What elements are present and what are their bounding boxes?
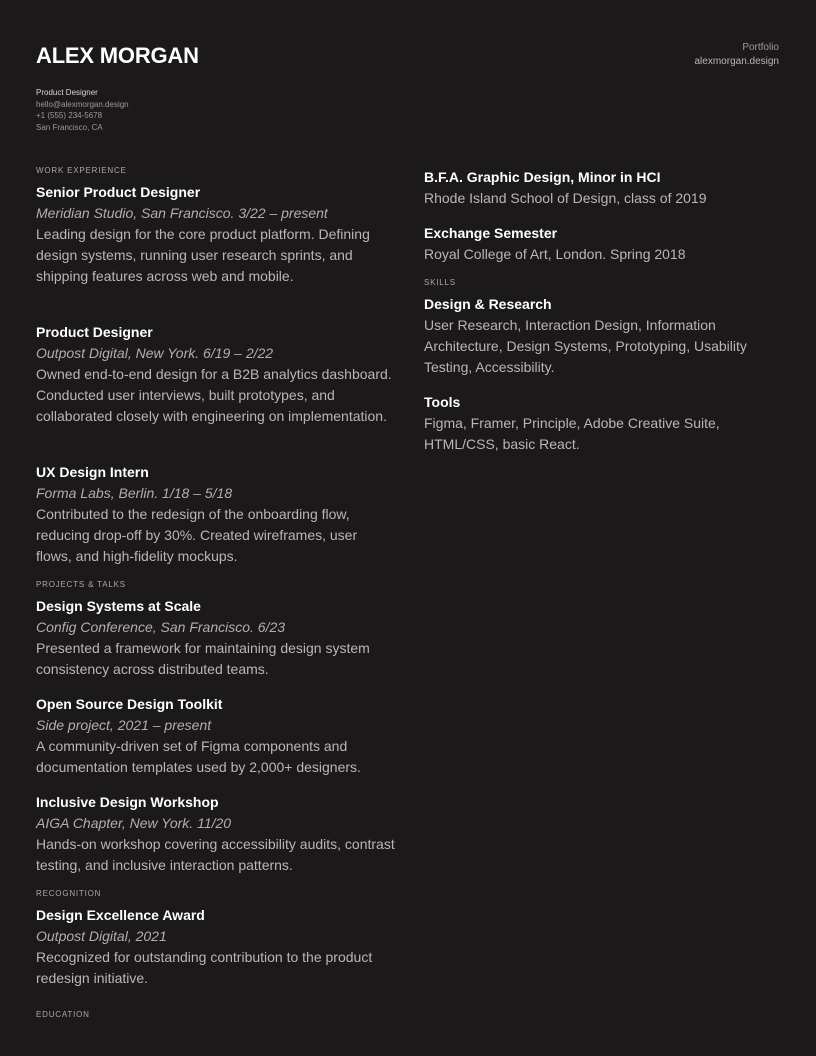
email-link[interactable]: hello@alexmorgan.design [36,99,129,109]
portfolio-block [695,41,780,69]
entry-detail: Royal College of Art, London. Spring 2018 [424,246,686,262]
entry-meta: Config Conference, San Francisco. 6/23 [36,619,286,635]
entry-description: Presented a framework for maintaining design system consistency across distributed teams. [36,640,370,677]
entry-description: A community-driven set of Figma components and documentation templates used by 2,000+ designers. [36,738,361,775]
candidate-name: ALEX MORGAN [36,43,199,68]
entry-meta: Outpost Digital, 2021 [36,928,167,944]
entry-description: Recognized for outstanding contribution to the product redesign initiative. [36,949,373,986]
education-entry [424,223,784,265]
entry-title: Inclusive Design Workshop [36,794,219,810]
entry-title: Open Source Design Toolkit [36,696,223,712]
entry-description: Figma, Framer, Principle, Adobe Creative Suite, HTML/CSS, basic React. [424,415,720,452]
location: San Francisco, CA [36,122,103,132]
award-entry [36,905,396,989]
entry-meta: Forma Labs, Berlin. 1/18 – 5/18 [36,485,233,501]
entry-description: Leading design for the core product platform. Defining design systems, running user research sprints, and shipping features across web and mobile. [36,226,370,284]
section-label-education: EDUCATION [36,1010,90,1019]
entry-description: Owned end-to-end design for a B2B analytics dashboard. Conducted user interviews, built prototypes, and collaborated closely with engineering on implementation. [36,366,392,424]
entry-title: UX Design Intern [36,464,149,480]
entry-description: User Research, Interaction Design, Information Architecture, Design Systems, Prototyping, Usability Testing, Accessibility. [424,317,747,375]
entry-title: Product Designer [36,324,153,340]
contact-block [36,87,236,132]
section-label-projects: PROJECTS & TALKS [36,580,126,589]
entry-meta: AIGA Chapter, New York. 11/20 [36,815,232,831]
entry-title: Tools [424,394,461,410]
entry-title: Exchange Semester [424,225,558,241]
work-entry [36,182,396,287]
skill-entry [424,392,784,455]
entry-title: Senior Product Designer [36,184,201,200]
portfolio-label: Portfolio [742,42,779,53]
entry-title: Design & Research [424,296,552,312]
job-role: Product Designer [36,88,98,97]
phone-number: +1 (555) 234-5678 [36,111,103,120]
entry-title: Design Systems at Scale [36,598,201,614]
entry-meta: Meridian Studio, San Francisco. 3/22 – present [36,205,328,221]
entry-description: Hands-on workshop covering accessibility audits, contrast testing, and inclusive interaction patterns. [36,836,395,873]
entry-meta: Side project, 2021 – present [36,717,212,733]
project-entry [36,694,396,778]
work-entry [36,462,396,567]
section-label-skills: SKILLS [424,278,456,287]
work-entry [36,322,396,427]
entry-description: Contributed to the redesign of the onboarding flow, reducing drop-off by 30%. Created wireframes, user flows, and high-fidelity mockups. [36,506,358,564]
section-label-work: WORK EXPERIENCE [36,166,127,175]
section-label-recognition: RECOGNITION [36,889,102,898]
entry-meta: Outpost Digital, New York. 6/19 – 2/22 [36,345,274,361]
skill-entry [424,294,784,378]
portfolio-link[interactable]: alexmorgan.design [694,56,779,67]
project-entry [36,596,396,680]
education-entry [424,167,784,209]
entry-detail: Rhode Island School of Design, class of 2019 [424,190,707,206]
project-entry [36,792,396,876]
entry-title: B.F.A. Graphic Design, Minor in HCI [424,169,661,185]
entry-title: Design Excellence Award [36,907,205,923]
